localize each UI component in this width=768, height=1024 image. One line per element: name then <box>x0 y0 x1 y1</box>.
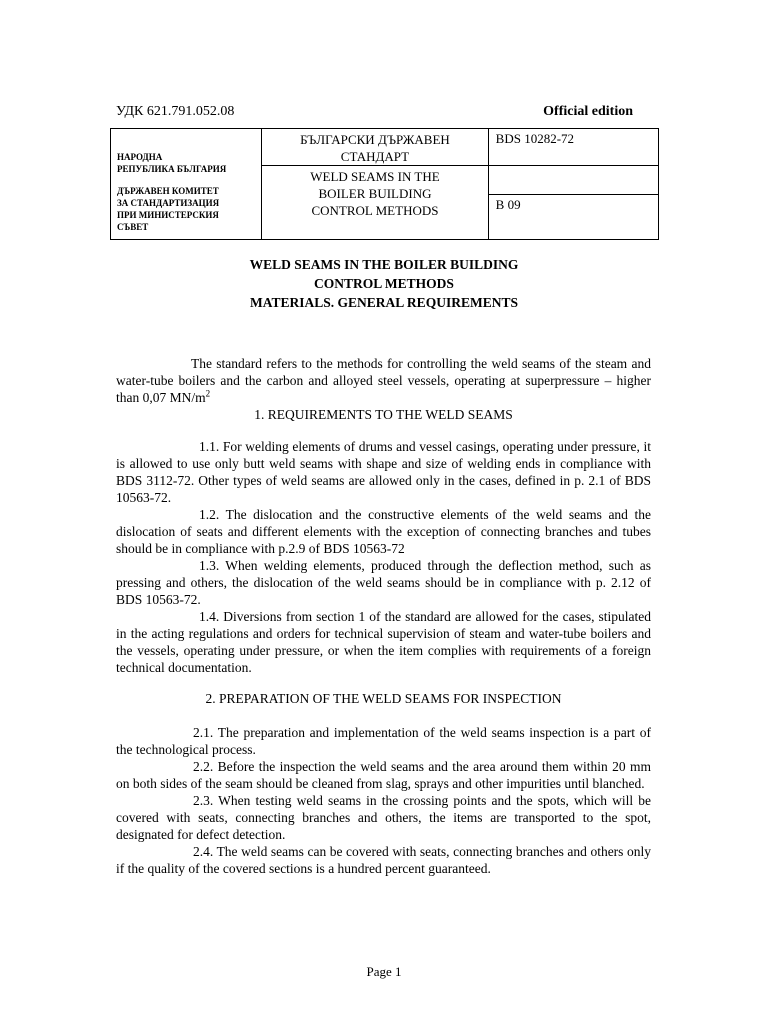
org-line: РЕПУБЛИКА БЪЛГАРИЯ <box>117 164 227 174</box>
edition-label: Official edition <box>543 104 633 119</box>
standard-group: B 09 <box>488 195 658 240</box>
title-line: MATERIALS. GENERAL REQUIREMENTS <box>250 295 518 310</box>
section2-heading: 2. PREPARATION OF THE WELD SEAMS FOR INSPECTION <box>205 691 562 706</box>
org-line: ДЪРЖАВЕН КОМИТЕТ <box>117 186 219 196</box>
paragraph-1-2: 1.2. The dislocation and the constructive elements of the weld seams and the dislocation of seats and different elements with the exception of connecting branches and tubes should be in compliance with p.2.9 of BDS 10563-72 <box>116 507 651 556</box>
subject-line: WELD SEAMS IN THE <box>310 169 440 184</box>
org-line: СЪВЕТ <box>117 222 149 232</box>
page-number: Page 1 <box>366 964 402 979</box>
issuing-organization <box>111 129 262 240</box>
intro-paragraph <box>116 355 651 406</box>
paragraph-2-2: 2.2. Before the inspection the weld seams and the area around them within 20 mm on both sides of the seam should be cleaned from slag, sprays and other impurities until blanched. <box>116 759 651 791</box>
standard-code: BDS 10282-72 <box>488 129 658 166</box>
org-line: ЗА СТАНДАРТИЗАЦИЯ <box>117 198 220 208</box>
subject-line: BOILER BUILDING <box>318 186 432 201</box>
intro-superscript: 2 <box>205 388 211 399</box>
title-line: CONTROL METHODS <box>314 276 454 291</box>
org-line: ПРИ МИНИСТЕРСКИЯ <box>117 210 219 220</box>
section1-heading: 1. REQUIREMENTS TO THE WELD SEAMS <box>254 407 513 422</box>
title-line: WELD SEAMS IN THE BOILER BUILDING <box>249 257 519 272</box>
paragraph-2-1: 2.1. The preparation and implementation of the weld seams inspection is a part of the technological process. <box>116 725 651 757</box>
section1-body <box>116 438 651 676</box>
paragraph-2-4: 2.4. The weld seams can be covered with seats, connecting branches and others only if the quality of the covered sections is a hundred percent guaranteed. <box>116 844 651 876</box>
standard-type-cell <box>262 129 488 166</box>
paragraph-1-1: 1.1. For welding elements of drums and vessel casings, operating under pressure, it is allowed to use only butt weld seams with shape and size of welding ends in compliance with BDS 3112-72. Other types of weld seams are allowed only in the cases, defined in p. 2.1 of BDS 10563-72. <box>116 439 651 505</box>
intro-text: The standard refers to the methods for controlling the weld seams of the steam and water-tube boilers and the carbon and alloyed steel vessels, operating at superpressure – higher than 0,07 MN/m <box>116 356 651 405</box>
empty-cell <box>488 166 658 195</box>
paragraph-2-3: 2.3. When testing weld seams in the crossing points and the spots, which will be covered with seats, connecting branches and others, the items are transported to the spot, designated for defect detection. <box>116 793 651 842</box>
intro-block <box>116 355 651 423</box>
paragraph-1-3: 1.3. When welding elements, produced through the deflection method, such as pressing and others, the dislocation of the weld seams should be in compliance with p. 2.12 of BDS 10563-72. <box>116 558 651 607</box>
section2-body <box>116 724 651 877</box>
subject-line: CONTROL METHODS <box>311 203 439 218</box>
standard-type-line: БЪЛГАРСКИ ДЪРЖАВЕН <box>300 132 450 147</box>
standard-info-table <box>110 128 659 240</box>
standard-subject-cell <box>262 166 488 240</box>
paragraph-1-4: 1.4. Diversions from section 1 of the standard are allowed for the cases, stipulated in the acting regulations and orders for technical supervision of steam and water-tube boilers and the vessels, operating under pressure, or when the item complies with requirements of a foreign technical documentation. <box>116 609 651 675</box>
org-line: НАРОДНА <box>117 152 163 162</box>
document-title <box>0 255 768 312</box>
udk-code: УДК 621.791.052.08 <box>116 104 235 119</box>
standard-type-line: СТАНДАРТ <box>340 149 410 164</box>
